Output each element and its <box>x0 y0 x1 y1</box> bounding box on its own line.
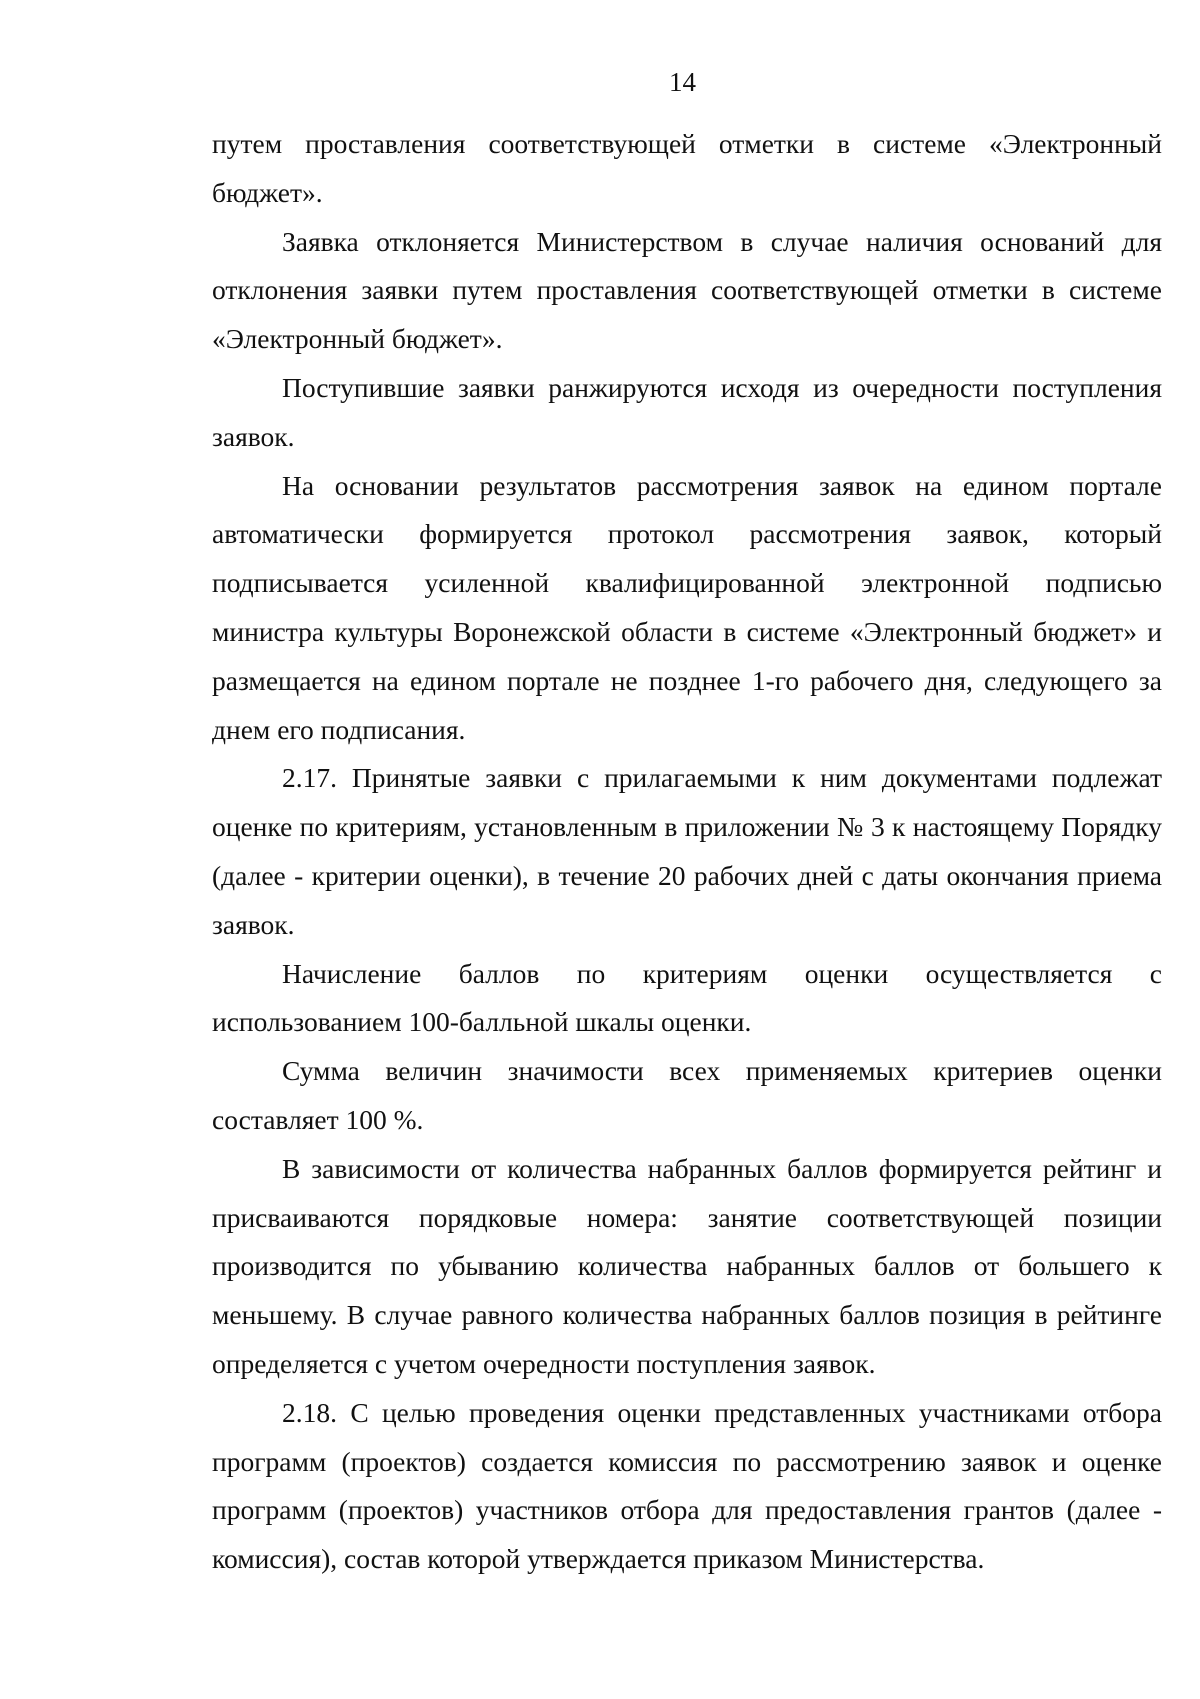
document-body <box>212 120 1162 1584</box>
paragraph-protocol: На основании результатов рассмотрения заявок на едином портале автоматически формируется протокол рассмотрения заявок, который подписывается усиленной квалифицированной электронной подписью министра культуры Воронежской области в системе «Электронный бюджет» и размещается на едином портале не позднее 1-го рабочего дня, следующего за днем его подписания. <box>212 469 1162 745</box>
paragraph-2-17: 2.17. Принятые заявки с прилагаемыми к ним документами подлежат оценке по критериям, установленным в приложении № 3 к настоящему Порядку (далее - критерии оценки), в течение 20 рабочих дней с даты окончания приема заявок. <box>212 762 1162 940</box>
paragraph-2-18: 2.18. С целью проведения оценки представленных участниками отбора программ (проектов) создается комиссия по рассмотрению заявок и оценке программ (проектов) участников отбора для предоставления грантов (далее - комиссия), состав которой утверждается приказом Министерства. <box>212 1396 1162 1575</box>
paragraph-ranking: Поступившие заявки ранжируются исходя из очередности поступления заявок. <box>212 371 1162 452</box>
paragraph-rejection: Заявка отклоняется Министерством в случае наличия оснований для отклонения заявки путем проставления соответствующей отметки в системе «Электронный бюджет». <box>212 225 1162 355</box>
page-number: 14 <box>669 67 696 97</box>
paragraph-rating: В зависимости от количества набранных баллов формируется рейтинг и присваиваются порядковые номера: занятие соответствующей позиции производится по убыванию количества набранных баллов от большего к меньшему. В случае равного количества набранных баллов позиция в рейтинге определяется с учетом очередности поступления заявок. <box>212 1152 1162 1379</box>
paragraph-criteria-sum: Сумма величин значимости всех применяемых критериев оценки составляет 100 %. <box>212 1055 1162 1135</box>
paragraph-continuation: путем проставления соответствующей отметки в системе «Электронный бюджет». <box>212 128 1162 208</box>
paragraph-scoring: Начисление баллов по критериям оценки осуществляется с использованием 100-балльной шкалы оценки. <box>212 957 1162 1038</box>
